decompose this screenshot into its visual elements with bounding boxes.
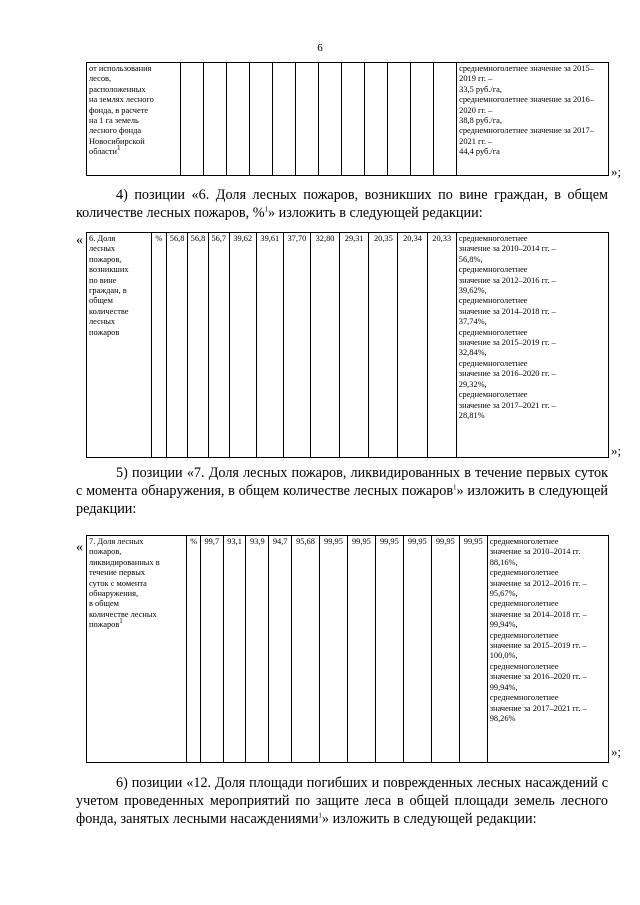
table2-notes-line: среднемноголетнее — [458, 265, 528, 275]
table2-value-cell: 20,34 — [398, 233, 427, 458]
table1-notes-cell — [457, 63, 609, 176]
table2-notes-line: значение за 2017–2021 гг. – — [458, 400, 556, 410]
table2-name_lines-line: пожаров — [89, 327, 120, 337]
table2-value-cell: 20,35 — [369, 233, 398, 458]
table1-footnote-mark: 1 — [117, 144, 121, 153]
table-1 — [86, 62, 609, 176]
table3-notes-line: среднемноголетнее — [489, 537, 559, 546]
table1-notes-line: 44,4 руб./га — [459, 147, 500, 157]
table2-name_lines-line: количестве — [89, 306, 129, 316]
table3-value-cell: 99,95 — [375, 536, 403, 763]
paragraph-5: 5) позиции «7. Доля лесных пожаров, ликвидированных в течение первых суток с момента обнаружения, в общем количестве лесных пожаров$^1$» изложить в следующей редакции: — [76, 465, 608, 517]
table3-name_lines-line: суток с момента — [89, 578, 147, 588]
table1-name_lines-line: расположенных — [89, 84, 146, 94]
table3-notes-line: значение за 2016–2020 гг. – — [489, 672, 587, 682]
table2-notes-line: 37,74%, — [458, 317, 487, 327]
table2-notes-line: 28,81% — [458, 410, 485, 420]
table2-notes-line: среднемноголетнее — [458, 327, 528, 337]
table2-value-cell: 39,61 — [256, 233, 283, 458]
table2-value-cell: 37,70 — [283, 233, 310, 458]
table2-value-cell: 32,80 — [310, 233, 339, 458]
table2-notes-line: 32,84%, — [458, 348, 487, 358]
table2-value-cell: 56,7 — [208, 233, 229, 458]
table1-notes-line: 38,8 руб./га, — [459, 116, 502, 126]
table3-value-cell: 99,95 — [431, 536, 459, 763]
table1-name-cell — [87, 63, 181, 176]
table3-notes-line: среднемноголетнее — [489, 693, 559, 703]
table3-name_lines-line: пожаров$^1$ — [89, 617, 123, 630]
table2-value-cell: 39,62 — [229, 233, 256, 458]
table2-name_lines-line: пожаров, — [89, 254, 122, 264]
table3-notes-cell — [487, 536, 608, 763]
table3-notes-line: 88,16%, — [489, 557, 518, 567]
table3-footnote-mark: 1 — [119, 617, 123, 626]
table3-value-cell: 93,9 — [246, 536, 269, 763]
table3-notes-line: значение за 2015–2019 гг. – — [489, 641, 587, 651]
table3-value-cell: 99,95 — [347, 536, 375, 763]
paragraph-4: 4) позиции «6. Доля лесных пожаров, возникших по вине граждан, в общем количестве лесных пожаров, %$^1$» изложить в следующей редакции: — [76, 187, 608, 221]
table1-name_lines-line: на землях лесного — [89, 95, 154, 105]
table1-name_lines-line: от использования — [89, 64, 152, 73]
table3-value-cell: 99,7 — [200, 536, 223, 763]
table2-name_lines-line: по вине — [89, 275, 117, 285]
table3-notes-line: значение за 2012–2016 гг. – — [489, 578, 587, 588]
table1-name_lines-line: области$^1$ — [89, 144, 121, 157]
table2-name_lines-line: возникших — [89, 265, 129, 275]
table2-value-cell: 56,8 — [167, 233, 188, 458]
table3-value-cell: 94,7 — [269, 536, 292, 763]
table1-name_lines-line: Новосибирской — [89, 136, 145, 146]
table3-notes-line: среднемноголетнее — [489, 568, 559, 578]
table3-open-quote: « — [76, 540, 83, 555]
table3-name_lines-line: пожаров, — [89, 547, 122, 557]
table3-notes-line: значение за 2014–2018 гг. – — [489, 609, 587, 619]
table2-name_lines-line: лесных — [89, 244, 116, 254]
table2-value-cell: 56,8 — [188, 233, 209, 458]
table3-notes-line: 98,26% — [489, 713, 516, 723]
table2-notes-line: 29,32%, — [458, 379, 487, 389]
table2-notes-cell — [456, 233, 608, 458]
table3-name_lines-line: количестве лесных — [89, 609, 157, 619]
table2-value-cell: 20,33 — [427, 233, 456, 458]
table1-name_lines-line: на 1 га земель — [89, 116, 139, 126]
table3-notes-line: 100,0%, — [489, 651, 518, 661]
table3-value-cell: 93,1 — [223, 536, 246, 763]
table1-closing: »; — [611, 164, 622, 179]
table3-name_lines-line: ликвидированных в — [89, 557, 160, 567]
table3-value-cell: 99,95 — [319, 536, 347, 763]
table2-open-quote: « — [76, 233, 83, 248]
table3-notes-line: 99,94%, — [489, 682, 518, 692]
table2-notes-line: среднемноголетнее — [458, 358, 528, 368]
table2-name_lines-line: граждан, в — [89, 286, 127, 296]
table2-unit: % — [151, 233, 167, 458]
page-number: 6 — [317, 42, 323, 54]
table2-closing: »; — [611, 443, 622, 458]
table2-notes-line: 56,8%, — [458, 254, 483, 264]
table3-notes-line: среднемноголетнее — [489, 661, 559, 671]
table-2 — [86, 232, 609, 458]
table2-notes-line: 39,62%, — [458, 286, 487, 296]
table3-name_lines-line: 7. Доля лесных — [89, 537, 144, 546]
table3-value-cell: 99,95 — [403, 536, 431, 763]
table2-name_lines-line: лесных — [89, 317, 116, 327]
table1-notes-line: 33,5 руб./га, — [459, 84, 502, 94]
table2-notes-line: значение за 2014–2018 гг. – — [458, 306, 556, 316]
table3-name_lines-line: обнаружения, — [89, 589, 139, 599]
table2-name-cell — [87, 233, 152, 458]
table-3 — [86, 535, 609, 763]
table3-notes-line: 95,67%, — [489, 589, 518, 599]
table2-notes-line: значение за 2016–2020 гг. – — [458, 369, 556, 379]
table2-value-cell: 29,31 — [340, 233, 369, 458]
table1-notes-line: среднемноголетнее значение за 2015–2019 гг. – — [459, 64, 594, 84]
table3-closing: »; — [611, 744, 622, 759]
table2-notes-line: среднемноголетнее — [458, 234, 528, 243]
table3-value-cell: 99,95 — [459, 536, 487, 763]
table1-name_lines-line: лесов, — [89, 74, 112, 84]
table3-notes-line: среднемноголетнее — [489, 630, 559, 640]
table2-notes-line: среднемноголетнее — [458, 296, 528, 306]
table1-name_lines-line: лесного фонда — [89, 126, 142, 136]
table3-value-cell: 95,68 — [292, 536, 320, 763]
table2-name_lines-line: 6. Доля — [89, 234, 116, 243]
table2-name_lines-line: общем — [89, 296, 113, 306]
table3-notes-line: значение за 2017–2021 гг. – — [489, 703, 587, 713]
paragraph-6: 6) позиции «12. Доля площади погибших и поврежденных лесных насаждений с учетом проведенных мероприятий по защите леса в общей площади земель лесного фонда, занятых лесными насаждениями$^1$» изложить в следующей редакции: — [76, 775, 608, 827]
table2-notes-line: значение за 2010–2014 гг. – — [458, 244, 556, 254]
table3-name_lines-line: течение первых — [89, 568, 146, 578]
table3-unit: % — [187, 536, 200, 763]
table2-notes-line: среднемноголетнее — [458, 390, 528, 400]
table3-notes-line: значение за 2010–2014 гг. — [489, 547, 581, 557]
table3-notes-line: среднемноголетнее — [489, 599, 559, 609]
table1-notes-line: среднемноголетнее значение за 2016–2020 гг. – — [459, 95, 594, 115]
table1-notes-line: среднемноголетнее значение за 2017–2021 гг. – — [459, 126, 594, 146]
table3-name_lines-line: в общем — [89, 599, 119, 609]
table2-notes-line: значение за 2015–2019 гг. – — [458, 338, 556, 348]
table3-notes-line: 99,94%, — [489, 620, 518, 630]
table2-notes-line: значение за 2012–2016 гг. – — [458, 275, 556, 285]
table3-name-cell — [87, 536, 187, 763]
table1-name_lines-line: фонда, в расчете — [89, 105, 149, 115]
